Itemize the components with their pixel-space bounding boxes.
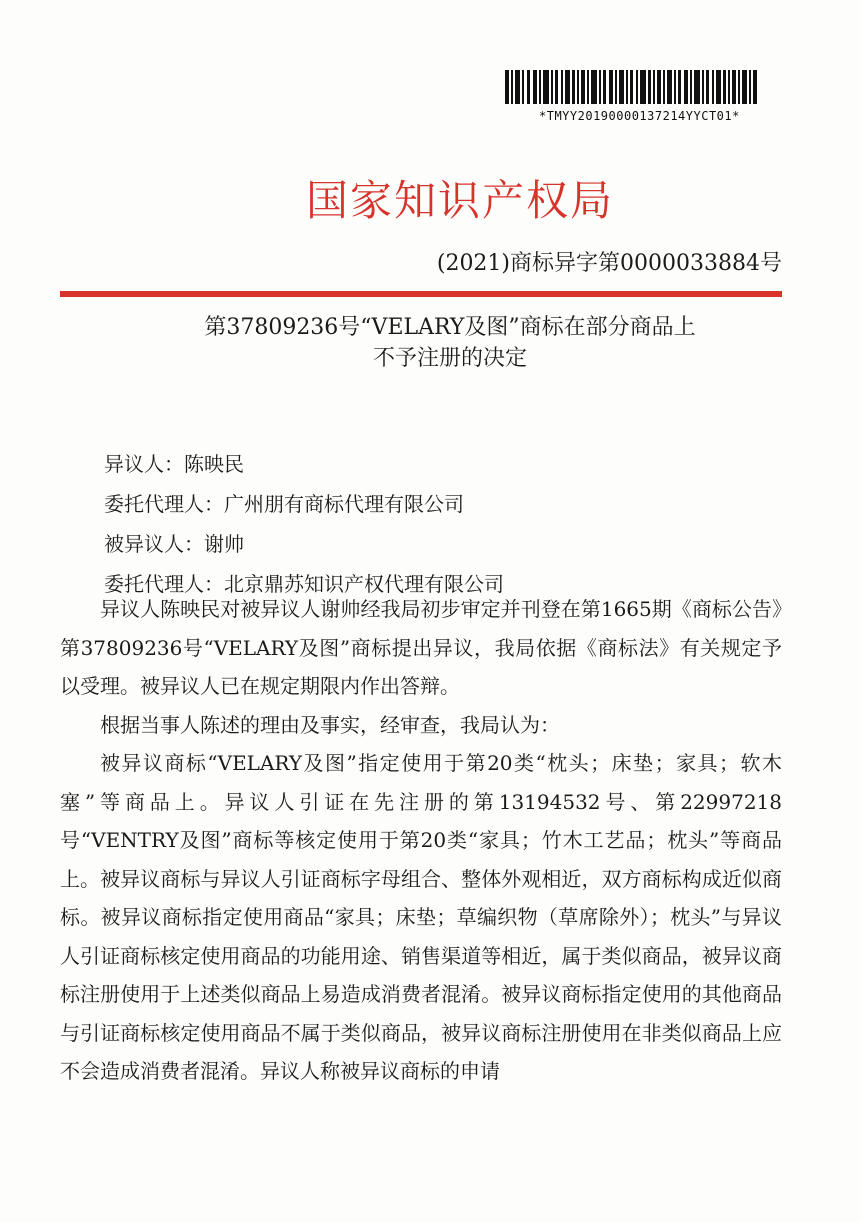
title-line-2: 不予注册的决定 xyxy=(372,346,527,371)
document-number: (2021)商标异字第0000033884号 xyxy=(436,251,782,276)
respondent: 被异议人：谢帅 xyxy=(104,532,244,556)
barcode-number: *TMYY20190000137214YYCT01* xyxy=(539,109,740,123)
decision-body xyxy=(60,590,782,1091)
barcode-graphic xyxy=(505,70,760,104)
paragraph: 异议人陈映民对被异议人谢帅经我局初步审定并刊登在第1665期《商标公告》第37809236号“VELARY及图”商标提出异议，我局依据《商标法》有关规定予以受理。被异议人已在规定期限内作出答辩。 xyxy=(60,597,782,698)
header-divider xyxy=(60,291,782,297)
barcode-block xyxy=(505,70,775,123)
decision-title xyxy=(20,312,860,374)
opponent: 异议人：陈映民 xyxy=(104,452,244,476)
paragraph: 被异议商标“VELARY及图”指定使用于第20类“枕头；床垫；家具；软木塞”等商品上。异议人引证在先注册的第13194532号、第22997218号“VENTRY及图”商标等核定使用于第20类“家具；竹木工艺品；枕头”等商品上。被异议商标与异议人引证商标字母组合、整体外观相近，双方商标构成近似商标。被异议商标指定使用商品“家具；床垫；草编织物（草席除外）；枕头”与异议人引证商标核定使用商品的功能用途、销售渠道等相近，属于类似商品，被异议商标注册使用于上述类似商品上易造成消费者混淆。被异议商标指定使用的其他商品与引证商标核定使用商品不属于类似商品，被异议商标注册使用在非类似商品上应不会造成消费者混淆。异议人称被异议商标的申请 xyxy=(60,751,782,1083)
opponent-agent: 委托代理人：广州朋有商标代理有限公司 xyxy=(104,492,464,516)
paragraph: 根据当事人陈述的理由及事实，经审查，我局认为： xyxy=(100,712,560,737)
parties-block xyxy=(104,444,504,604)
respondent-agent: 委托代理人：北京鼎苏知识产权代理有限公司 xyxy=(104,572,504,596)
title-line-1: 第37809236号“VELARY及图”商标在部分商品上 xyxy=(204,315,696,340)
agency-name: 国家知识产权局 xyxy=(305,176,614,225)
